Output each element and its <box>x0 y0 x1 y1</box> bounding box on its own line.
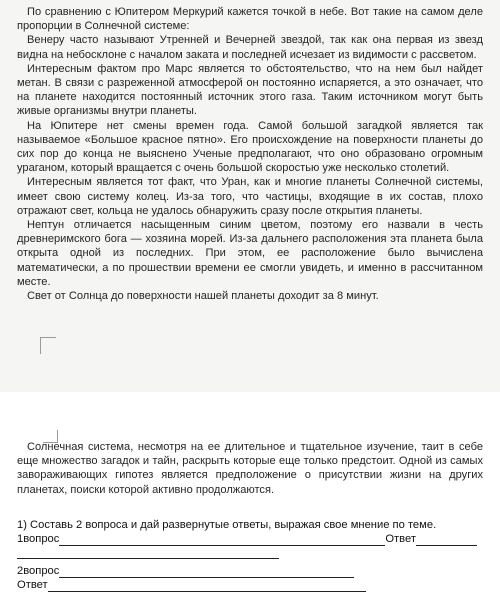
paragraph-uranus: Интересным является тот факт, что Уран, как и многие планеты Солнечной системы, имеет свою систему колец. Из-за того, что частицы, входящие в их состав, плохо отражают свет, кольца не удалось обнаружить сразу после открытия планеты. <box>17 176 483 217</box>
paragraph-mercury: По сравнению с Юпитером Меркурий кажется точкой в небе. Вот такие на самом деле пропорции в Солнечной системе: <box>17 6 483 33</box>
question-2-label: 2вопрос <box>17 565 60 577</box>
answer-2-label: Ответ <box>17 579 48 591</box>
paragraph-solar-system: Солнечная система, несмотря на ее длительное и тщательное изучение, таит в себе еще множество загадок и тайн, раскрыть которые еще только предстоит. Одной из самых завораживающих гипотез является предположение о присутствии жизни на других планетах, поиски которой активно продолжаются. <box>17 441 483 496</box>
task-section <box>17 518 487 592</box>
answer-1-label: Ответ <box>385 533 416 545</box>
paragraph-mars: Интересным фактом про Марс является то обстоятельство, что на нем был найдет метан. В связи с разреженной атмосферой он постоянно испаряется, а это означает, что на планете находится постоянный источник этого газа. Таким источником могут быть живые организмы внутри планеты. <box>17 62 483 118</box>
question-1-line[interactable] <box>59 534 385 546</box>
paragraph-sunlight: Свет от Солнца до поверхности нашей планеты доходит за 8 минут. <box>27 290 379 303</box>
question-1-label: 1вопрос <box>17 533 60 545</box>
paragraph-neptune: Нептун отличается насыщенным синим цветом, поэтому его назвали в честь древнеримского бога — хозяина морей. Из-за дальнего расположения эта планета была открыта одной из последних. При этом, ее расположение было вычислена математически, а по прошествии времени ее смогли увидеть, и именно в рассчитанном месте. <box>17 219 483 288</box>
corner-mark-top <box>40 337 56 354</box>
answer-1-continuation <box>17 546 487 560</box>
question-2-line[interactable] <box>59 566 354 578</box>
paragraph-venus: Венеру часто называют Утренней и Вечерней звездой, так как она первая из звезд видна на небосклоне с началом заката и последней исчезает из видимости с рассветом. <box>17 34 483 61</box>
answer-1-line-2[interactable] <box>17 547 279 559</box>
answer-2-row <box>17 578 487 592</box>
task-title: 1) Составь 2 вопроса и дай развернутые ответы, выражая свое мнение по теме. <box>17 519 437 531</box>
paragraph-jupiter: На Юпитере нет смены времен года. Самой большой загадкой является так называемое «Большое красное пятно». Его происхождение на поверхности планеты до сих пор до конца не выяснено Ученые предполагают, что оно образовано огромным ураганом, который вращается с очень большой скоростью уже несколько столетий. <box>17 119 483 175</box>
solar-system-text <box>17 440 483 497</box>
answer-1-line[interactable] <box>416 534 477 546</box>
planets-text <box>17 5 483 303</box>
question-2-row <box>17 564 487 578</box>
question-1-row <box>17 532 487 546</box>
